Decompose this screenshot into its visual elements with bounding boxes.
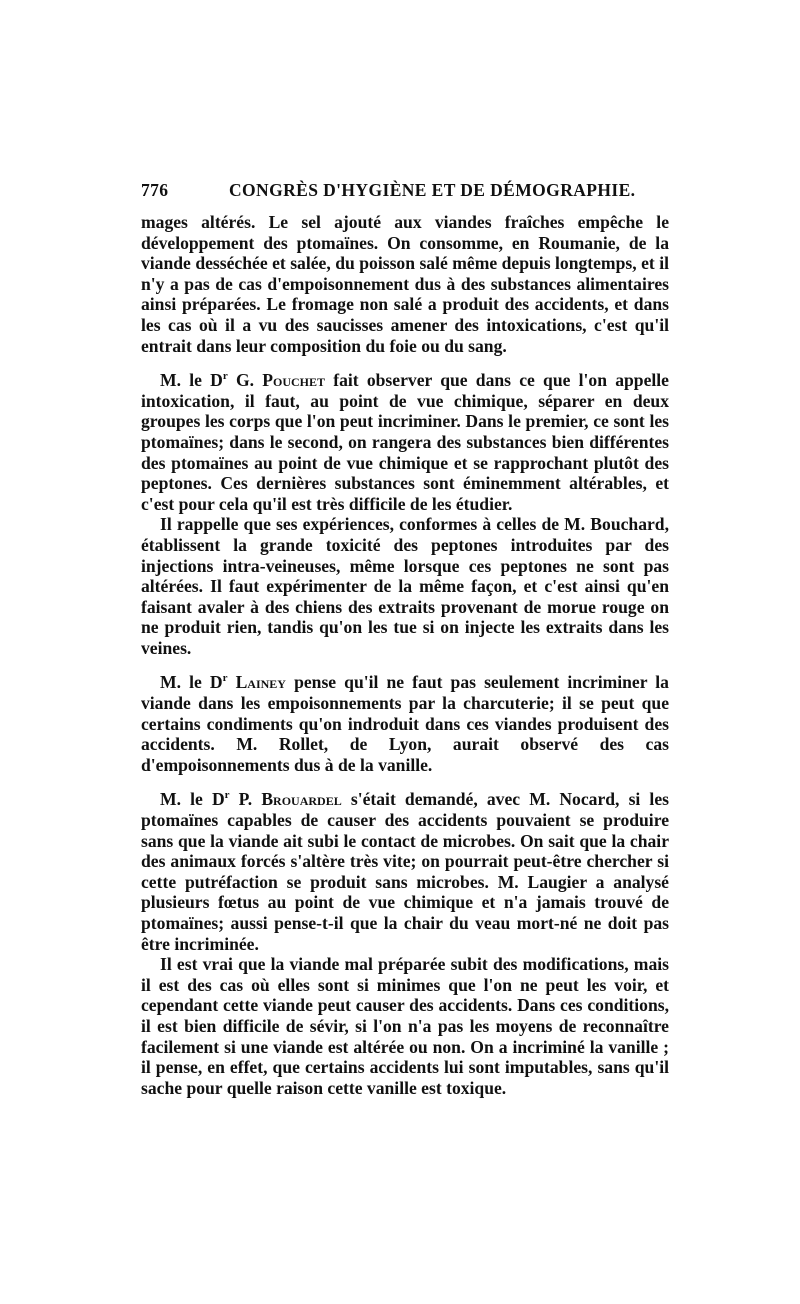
title-superscript: r [224, 789, 230, 802]
running-header [141, 180, 661, 201]
running-title: CONGRÈS D'HYGIÈNE ET DE DÉMOGRAPHIE. [229, 180, 636, 200]
paragraph-2 [141, 370, 669, 514]
speaker-name: Lainey [235, 672, 286, 693]
title-superscript: r [222, 370, 228, 383]
paragraph-text: Il rappelle que ses expériences, conformes à celles de M. Bouchard, établissent la grande toxicité des peptones introduites par des injections intra-veineuses, même lorsque ces peptones ne sont pas altérées. Il faut expérimenter de la même façon, et c'est ainsi qu'en faisant avaler à des chiens des extraits provenant de morue rouge on ne produit rien, tandis qu'on les tue si on injecte les extraits dans les veines. [141, 514, 669, 658]
paragraph-5 [141, 789, 669, 954]
paragraph-1 [141, 212, 669, 356]
speaker-prefix: M. le D [160, 672, 223, 693]
speaker-name: P. Brouardel [238, 789, 342, 810]
paragraph-text: s'était demandé, avec M. Nocard, si les ptomaïnes capables de causer des accidents pouvaient se produire sans que la viande ait subi le contact de microbes. On sait que la chair des animaux forcés s'altère très vite; on pourrait peut-être chercher si cette putréfaction se produit sans microbes. M. Laugier a analysé plusieurs fœtus au point de vue chimique et n'a jamais trouvé de ptomaïnes; aussi pense-t-il que la chair du veau mort-né ne doit pas être incriminée. [141, 789, 669, 954]
paragraph-text: pense qu'il ne faut pas seulement incriminer la viande dans les empoisonnements par la charcuterie; il se peut que certains condiments qu'on indroduit dans ces viandes produisent des accidents. M. Rollet, de Lyon, aurait observé des cas d'empoisonnements dus à de la vanille. [141, 672, 669, 775]
paragraph-text: Il est vrai que la viande mal préparée subit des modifications, mais il est des cas où elles sont si minimes que l'on ne peut les voir, et cependant cette viande peut causer des accidents. Dans ces conditions, il est bien difficile de sévir, si l'on n'a pas les moyens de reconnaître facilement si une viande est altérée ou non. On a incriminé la vanille ; il pense, en effet, que certains accidents lui sont imputables, sans qu'il sache pour quelle raison cette vanille est toxique. [141, 954, 669, 1098]
paragraph-4 [141, 672, 669, 775]
paragraph-text: fait observer que dans ce que l'on appelle intoxication, il faut, au point de vue chimique, séparer en deux groupes les corps que l'on peut incriminer. Dans le premier, ce sont les ptomaïnes; dans le second, on rangera des substances bien différentes des ptomaïnes au point de vue chimique et se rapprochant plutôt des peptones. Ces dernières substances sont éminemment altérables, et c'est pour cela qu'il est très difficile de les étudier. [141, 370, 669, 514]
page-number: 776 [141, 180, 169, 200]
body-text [141, 212, 669, 1098]
paragraph-3 [141, 514, 669, 658]
title-superscript: r [222, 672, 228, 685]
speaker-prefix: M. le D [160, 789, 225, 810]
paragraph-6 [141, 954, 669, 1098]
speaker-prefix: M. le D [160, 370, 223, 391]
paragraph-text: mages altérés. Le sel ajouté aux viandes fraîches empêche le développement des ptomaïnes. On consomme, en Roumanie, de la viande desséchée et salée, du poisson salé même depuis longtemps, et il n'y a pas de cas d'empoisonnement dus à des substances alimentaires ainsi préparées. Le fromage non salé a produit des accidents, et dans les cas où il a vu des saucisses amener des intoxications, c'est qu'il entrait dans leur composition du foie ou du sang. [141, 212, 669, 356]
speaker-name: G. Pouchet [235, 370, 326, 391]
